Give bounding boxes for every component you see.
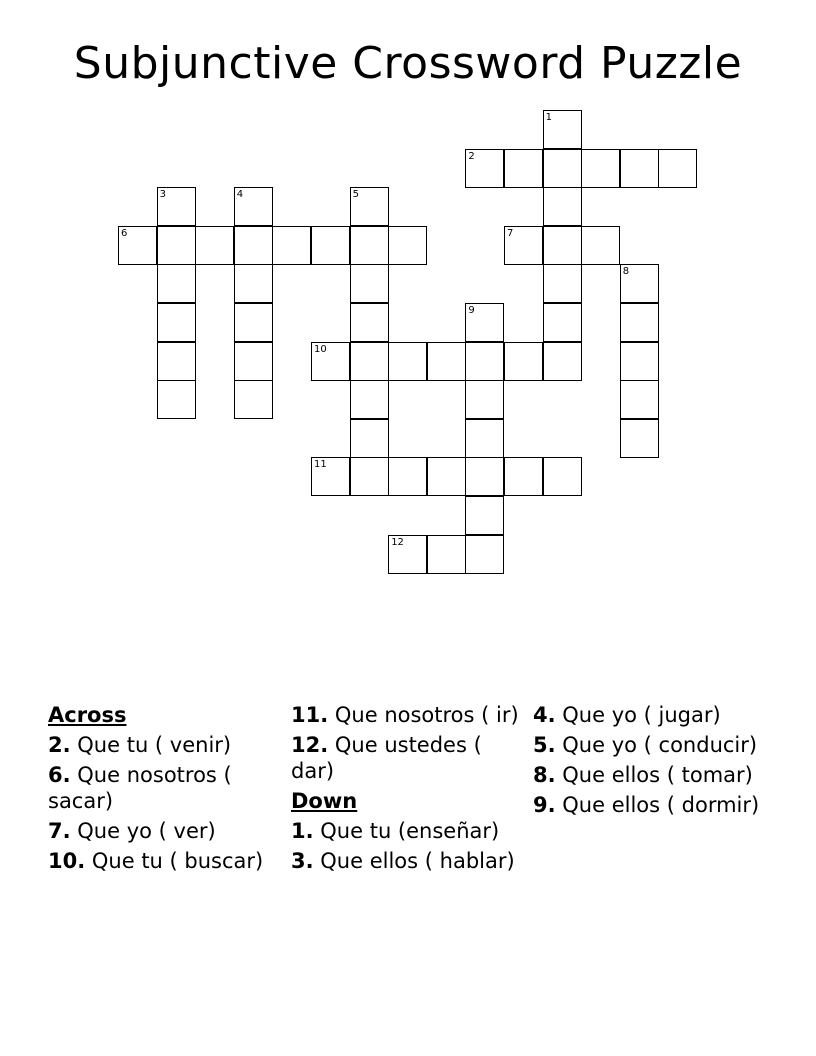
clue-down-3: 3. Que ellos ( hablar): [291, 849, 515, 873]
grid-cell: [543, 303, 582, 342]
grid-cell: [620, 303, 659, 342]
grid-cell: [543, 264, 582, 303]
clue-across-11: 11. Que nosotros ( ir): [291, 703, 519, 727]
grid-cell-number: 12: [391, 536, 404, 548]
grid-cell: [388, 342, 427, 381]
clue-across-10: 10. Que tu ( buscar): [48, 849, 264, 873]
grid-cell: [465, 380, 504, 419]
grid-cell: [543, 457, 582, 496]
clue-across-2: 2. Que tu ( venir): [48, 733, 232, 757]
clue-column-3: [533, 702, 769, 822]
grid-cell: [157, 187, 196, 226]
grid-cell-number: 2: [468, 150, 475, 162]
grid-cell: [388, 457, 427, 496]
grid-cell: [427, 342, 466, 381]
grid-cell: [543, 110, 582, 149]
grid-cell: [350, 264, 389, 303]
puzzle-title: Subjunctive Crossword Puzzle: [73, 38, 743, 89]
grid-cell: [465, 342, 504, 381]
grid-cell: [581, 226, 620, 265]
grid-cell: [234, 264, 273, 303]
grid-cell: [311, 457, 350, 496]
grid-cell: [311, 342, 350, 381]
grid-cell-number: 7: [507, 227, 514, 239]
grid-cell-number: 1: [545, 112, 552, 123]
grid-cell: [504, 342, 543, 381]
grid-cell: [388, 535, 427, 574]
grid-cell-number: 8: [622, 266, 630, 278]
clue-down-8: 8. Que ellos ( tomar): [533, 763, 753, 787]
grid-cell: [350, 226, 389, 265]
grid-cell: [465, 149, 504, 188]
grid-cell: [234, 303, 273, 342]
grid-cell: [620, 342, 659, 381]
clue-column-1: [48, 702, 284, 878]
grid-cell: [234, 187, 273, 226]
clue-down-1: 1. Que tu (enseñar): [291, 819, 500, 843]
across-heading: Across: [48, 703, 127, 727]
grid-cell: [350, 187, 389, 226]
grid-cell: [427, 457, 466, 496]
grid-cell: [465, 496, 504, 535]
grid-cell-number: 5: [352, 189, 359, 201]
grid-cell-number: 10: [314, 343, 327, 355]
grid-cell: [658, 149, 697, 188]
clue-across-7: 7. Que yo ( ver): [48, 819, 216, 843]
grid-cell-number: 4: [236, 189, 244, 201]
grid-cell: [388, 226, 427, 265]
grid-cell: [427, 535, 466, 574]
grid-cell: [118, 226, 157, 265]
clue-across-6: 6. Que nosotros ( sacar): [48, 763, 232, 813]
grid-cell: [272, 226, 311, 265]
grid-cell: [543, 226, 582, 265]
grid-cell: [504, 226, 543, 265]
grid-cell: [234, 226, 273, 265]
grid-cell: [465, 419, 504, 458]
grid-cell: [234, 342, 273, 381]
grid-cell: [465, 535, 504, 574]
grid-cell: [543, 342, 582, 381]
grid-cell: [157, 380, 196, 419]
grid-cell: [620, 380, 659, 419]
grid-cell: [234, 380, 273, 419]
grid-cell: [581, 149, 620, 188]
grid-cell: [620, 419, 659, 458]
grid-cell: [465, 303, 504, 342]
grid-cell-number: 3: [159, 189, 166, 201]
grid-cell: [157, 264, 196, 303]
grid-cell: [157, 226, 196, 265]
grid-cell: [195, 226, 234, 265]
grid-cell-number: 9: [468, 305, 475, 316]
grid-cell: [350, 419, 389, 458]
clue-down-4: 4. Que yo ( jugar): [533, 703, 721, 727]
grid-cell-number: 6: [121, 227, 128, 239]
grid-cell: [465, 457, 504, 496]
grid-cell: [350, 303, 389, 342]
grid-cell: [504, 149, 543, 188]
down-heading: Down: [291, 789, 358, 813]
grid-cell: [311, 226, 350, 265]
grid-cell: [350, 457, 389, 496]
grid-cell: [350, 342, 389, 381]
clue-down-9: 9. Que ellos ( dormir): [533, 793, 760, 817]
grid-cell: [620, 149, 659, 188]
grid-cell: [157, 342, 196, 381]
grid-cell: [543, 187, 582, 226]
grid-cell: [350, 380, 389, 419]
grid-cell: [620, 264, 659, 303]
clue-down-5: 5. Que yo ( conducir): [533, 733, 758, 757]
grid-cell: [504, 457, 543, 496]
grid-cell: [543, 149, 582, 188]
clue-across-12: 12. Que ustedes ( dar): [291, 733, 482, 783]
clue-column-2: [291, 702, 527, 878]
grid-cell: [157, 303, 196, 342]
grid-cell-number: 11: [314, 459, 327, 471]
